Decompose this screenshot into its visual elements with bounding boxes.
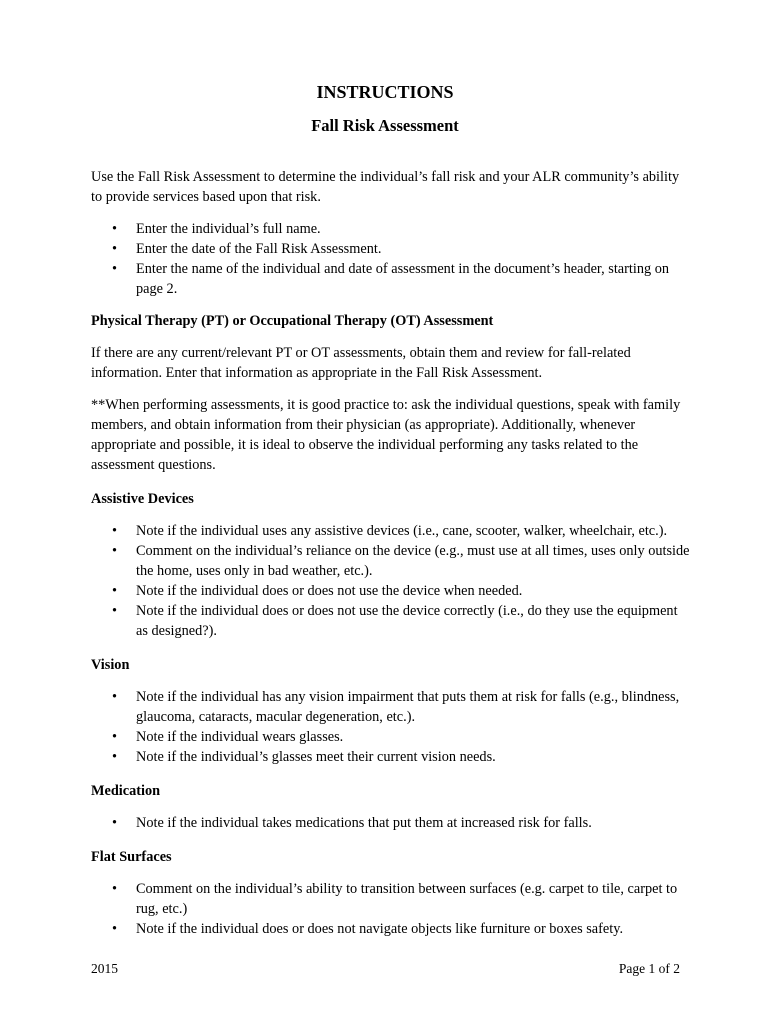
assistive-devices-heading: Assistive Devices bbox=[91, 491, 194, 507]
vision-bullet: • Note if the individual’s glasses meet their current vision needs. bbox=[91, 747, 691, 767]
flat-surfaces-heading: Flat Surfaces bbox=[91, 849, 172, 865]
assistive-bullet: • Note if the individual uses any assistive devices (i.e., cane, scooter, walker, wheelchair, etc.). bbox=[91, 521, 691, 541]
vision-bullet: • Note if the individual has any vision impairment that puts them at risk for falls (e.g., blindness, glaucoma, cataracts, macular degeneration, etc.). bbox=[91, 687, 691, 727]
pt-ot-heading: Physical Therapy (PT) or Occupational Therapy (OT) Assessment bbox=[91, 313, 494, 329]
vision-heading: Vision bbox=[91, 657, 130, 673]
footer-year: 2015 bbox=[91, 961, 118, 976]
flat-surfaces-bullet: • Comment on the individual’s ability to transition between surfaces (e.g. carpet to tile, carpet to rug, etc.) bbox=[91, 879, 691, 919]
assistive-devices-list bbox=[91, 521, 691, 641]
footer-page-number: Page 1 of 2 bbox=[618, 961, 680, 976]
medication-heading: Medication bbox=[91, 783, 161, 799]
vision-list bbox=[91, 687, 691, 767]
intro-paragraph: Use the Fall Risk Assessment to determine the individual’s fall risk and your ALR community’s ability to provide services based upon that risk. bbox=[91, 169, 680, 205]
medication-list bbox=[91, 813, 691, 833]
assistive-bullet: • Comment on the individual’s reliance on the device (e.g., must use at all times, uses only outside the home, uses only in bad weather, etc.). bbox=[91, 541, 691, 581]
flat-surfaces-list bbox=[91, 879, 691, 939]
intro-bullet: • Enter the name of the individual and date of assessment in the document’s header, starting on page 2. bbox=[91, 259, 691, 299]
assistive-bullet: • Note if the individual does or does not use the device correctly (i.e., do they use the equipment as designed?). bbox=[91, 601, 691, 641]
flat-surfaces-bullet: • Note if the individual does or does not navigate objects like furniture or boxes safety. bbox=[91, 919, 691, 939]
pt-ot-paragraph: If there are any current/relevant PT or OT assessments, obtain them and review for fall-related information. Enter that information as appropriate in the Fall Risk Assessment. bbox=[91, 345, 631, 381]
document-subtitle: Fall Risk Assessment bbox=[311, 116, 459, 135]
intro-list bbox=[91, 219, 691, 299]
assessment-note-paragraph: **When performing assessments, it is good practice to: ask the individual questions, speak with family members, and obtain information from their physician (as appropriate). Additionally, whenever appropriate and possible, it is ideal to observe the individual performing any tasks related to the assessment questions. bbox=[91, 397, 681, 473]
document-body bbox=[91, 167, 691, 939]
medication-bullet: • Note if the individual takes medications that put them at increased risk for falls. bbox=[91, 813, 691, 833]
vision-bullet: • Note if the individual wears glasses. bbox=[91, 727, 691, 747]
document-title: INSTRUCTIONS bbox=[316, 82, 454, 102]
intro-bullet: • Enter the date of the Fall Risk Assessment. bbox=[91, 239, 691, 259]
intro-bullet: • Enter the individual’s full name. bbox=[91, 219, 691, 239]
assistive-bullet: • Note if the individual does or does not use the device when needed. bbox=[91, 581, 691, 601]
